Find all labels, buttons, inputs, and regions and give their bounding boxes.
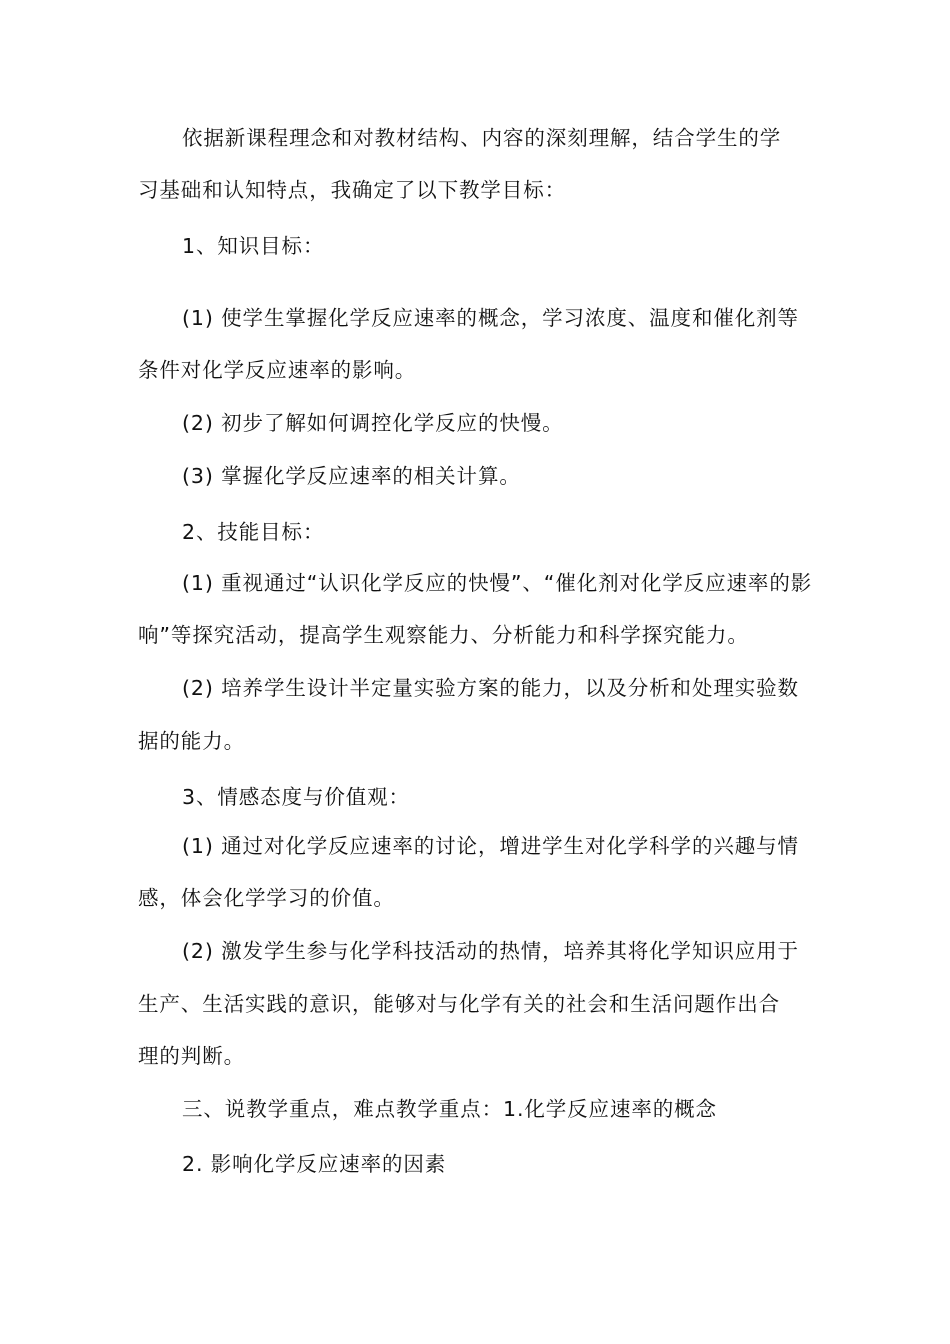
heading-attitude-values: 3、情感态度与价值观： [182,785,410,809]
skill-item-1-line-1: (1) 重视通过“认识化学反应的快慢”、“催化剂对化学反应速率的影 [182,571,813,595]
skill-item-2-line-2: 据的能力。 [138,729,245,753]
paragraph-intro-line-1: 依据新课程理念和对教材结构、内容的深刻理解，结合学生的学 [182,126,782,150]
knowledge-item-1-line-2: 条件对化学反应速率的影响。 [138,358,417,382]
knowledge-item-1-line-1: (1) 使学生掌握化学反应速率的概念，学习浓度、温度和催化剂等 [182,306,799,330]
heading-knowledge-goals: 1、知识目标： [182,234,325,258]
paragraph-intro-line-2: 习基础和认知特点，我确定了以下教学目标： [138,178,566,202]
section-key-points: 三、说教学重点，难点教学重点：1.化学反应速率的概念 [182,1097,717,1121]
knowledge-item-3: (3) 掌握化学反应速率的相关计算。 [182,464,521,488]
attitude-item-2-line-1: (2) 激发学生参与化学科技活动的热情，培养其将化学知识应用于 [182,939,799,963]
attitude-item-1-line-1: (1) 通过对化学反应速率的讨论，增进学生对化学科学的兴趣与情 [182,834,799,858]
attitude-item-2-line-2: 生产、生活实践的意识，能够对与化学有关的社会和生活问题作出合 [138,992,780,1016]
skill-item-1-line-2: 响”等探究活动，提高学生观察能力、分析能力和科学探究能力。 [138,623,749,647]
attitude-item-2-line-3: 理的判断。 [138,1044,245,1068]
knowledge-item-2: (2) 初步了解如何调控化学反应的快慢。 [182,411,564,435]
attitude-item-1-line-2: 感，体会化学学习的价值。 [138,886,395,910]
key-point-2: 2. 影响化学反应速率的因素 [182,1152,447,1176]
heading-skill-goals: 2、技能目标： [182,520,325,544]
skill-item-2-line-1: (2) 培养学生设计半定量实验方案的能力，以及分析和处理实验数 [182,676,799,700]
